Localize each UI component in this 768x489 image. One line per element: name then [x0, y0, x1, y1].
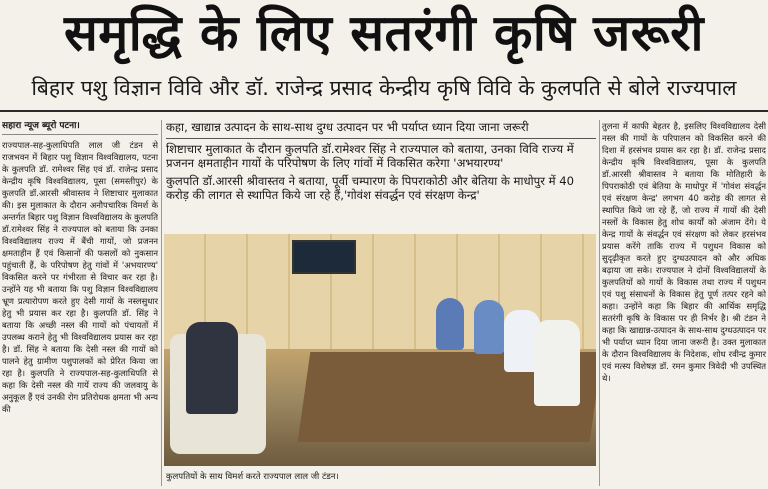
photo-person-1 [436, 298, 464, 350]
column-divider-left [161, 120, 162, 486]
header-divider [0, 110, 768, 112]
right-column: तुलना में काफी बेहतर है, इसलिए विश्वविद्यालय देसी नस्ल की गायों के परिपालन को विकसित करने की दिशा में हरसंभव प्रयास कर रहा है। डॉ. राजेन्द्र प्रसाद केन्द्रीय कृषि विश्वविद्यालय, पूसा के कुलपति डॉ.आरसी श्रीवास्तव ने बताया कि मोतिहारी के पिपराकोठी एवं बेतिया के माधोपुर में 'गोवंश संवर्द्धन एवं संरक्षण केन्द्र' लगभग 40 करोड़ की लागत से स्थापित किये जा रहे हैं, जो राज्य में गायों की देसी नस्लों के विकास हेतु शोध कार्यों को अंजाम देंगे। ये केन्द्र गायों के संवर्द्धन एवं संरक्षण को लेकर हरसंभव प्रयास करेंगे ताकि राज्य में पशुधन विकास को सुदृढ़ीकृत करते हुए दुग्धउत्पादन को और अधिक बढ़ाया जा सके। राज्यपाल ने दोनों विश्वविद्यालयों के कुलपतियों को गायों के विकास तथा राज्य में पशुधन एवं पशु संसाधनों के विकास हेतु पूर्ण तत्पर रहने को कहा। उन्होंने कहा कि बिहार की आर्थिक समृद्धि सतरंगी कृषि के विकास पर ही निर्भर है। श्री टंडन ने कहा कि खाद्यान्न-उत्पादन के साथ-साथ दुग्धउत्पादन पर भी पर्याप्त ध्यान दिया जाना जरूरी है। उक्त मुलाकात के दौरान विश्वविद्यालय के निदेशक, शोध रवीन्द्र कुमार एवं मत्स्य विशेषज्ञ डॉ. रमन कुमार त्रिवेदी भी उपस्थित थे। [602, 121, 766, 383]
photo-person-governor [186, 322, 238, 414]
photo-caption: कुलपतियों के साथ विमर्श करते राज्यपाल लाल जी टंडन। [166, 472, 339, 482]
left-column [2, 120, 158, 489]
byline [2, 120, 158, 135]
photo-person-2 [474, 300, 504, 354]
photo-person-4 [534, 320, 580, 406]
dateline: पटना। [59, 121, 80, 131]
column-divider-right [599, 120, 600, 486]
highlights [166, 120, 596, 206]
highlight-2: शिष्टाचार मुलाकात के दौरान कुलपति डॉ.रामेश्वर सिंह ने राज्यपाल को बताया, उनका विवि राज्य में प्रजनन क्षमताहीन गायों के परिपोषण के लिए गांवों में विकसित करेगा 'अभयारण्य' [166, 141, 574, 170]
headline: समृद्धि के लिए सतरंगी कृषि जरूरी [64, 4, 704, 62]
highlight-3: कुलपति डॉ.आरसी श्रीवास्तव ने बताया, पूर्वी चम्पारण के पिपराकोठी और बेतिया के माधोपुर में 40 करोड़ की लागत से स्थापित किये जा रहे हैं,'गोवंश संवर्द्धन एवं संरक्षण केन्द्र' [166, 173, 575, 202]
subheadline: बिहार पशु विज्ञान विवि और डॉ. राजेन्द्र प्रसाद केन्द्रीय कृषि विवि के कुलपति से बोले राज्यपाल [31, 76, 737, 100]
byline-text: सहारा न्यूज ब्यूरो [2, 121, 57, 131]
left-column-text: राज्यपाल-सह-कुलाधिपति लाल जी टंडन से राजभवन में बिहार पशु विज्ञान विश्वविद्यालय, पटना के कुलपति डॉ. रामेश्वर सिंह एवं डॉ. राजेन्द्र प्रसाद केन्द्रीय कृषि विश्वविद्यालय, पूसा (समस्तीपुर) के कुलपति डॉ.आरसी श्रीवास्तव ने शिष्टाचार मुलाकात की। इस मुलाकात के दौरान अनौपचारिक विमर्श के अन्तर्गत बिहार पशु विज्ञान विश्वविद्यालय के कुलपति डॉ.रामेश्वर सिंह ने राज्यपाल को बताया कि उनका विश्वविद्यालय राज्य में बैंची गायों, जो प्रजनन क्षमताहीन हैं एवं किसानों की फसलों को नुकसान पहुंचाती हैं, के परिपोषण हेतु गांवों में 'अभयारण्य' विकसित करने पर गंभीरता से विचार कर रहा है। उन्होंने यह भी बताया कि पशु विज्ञान विश्वविद्यालय भ्रूण प्रत्यारोपण करते हुए देसी गायों के नस्लसुधार हेतु भी प्रयास कर रहा है। कुलपति डॉ. सिंह ने बताया कि अच्छी नस्ल की गायों को पंचायतों में उपलब्ध कराने हेतु भी विश्वविद्यालय प्रयास कर रहा है। डॉ. सिंह ने बताया कि देसी नस्ल की गायों को पालने हेतु ग्रामीण पशुपालकों को प्रेरित किया जा रहा है। कुलपति ने राज्यपाल-सह-कुलाधिपति से कहा कि देसी नस्ल की गायें राज्य की जलवायु के अनुकूल हैं एवं उनकी रोग प्रतिरोधक क्षमता भी अन्य की [2, 140, 158, 414]
news-photo [164, 234, 596, 466]
photo-tv [292, 240, 356, 274]
highlight-1: कहा, खाद्यान्न उत्पादन के साथ-साथ दुग्ध उत्पादन पर भी पर्याप्त ध्यान दिया जाना जरूरी [166, 120, 596, 139]
